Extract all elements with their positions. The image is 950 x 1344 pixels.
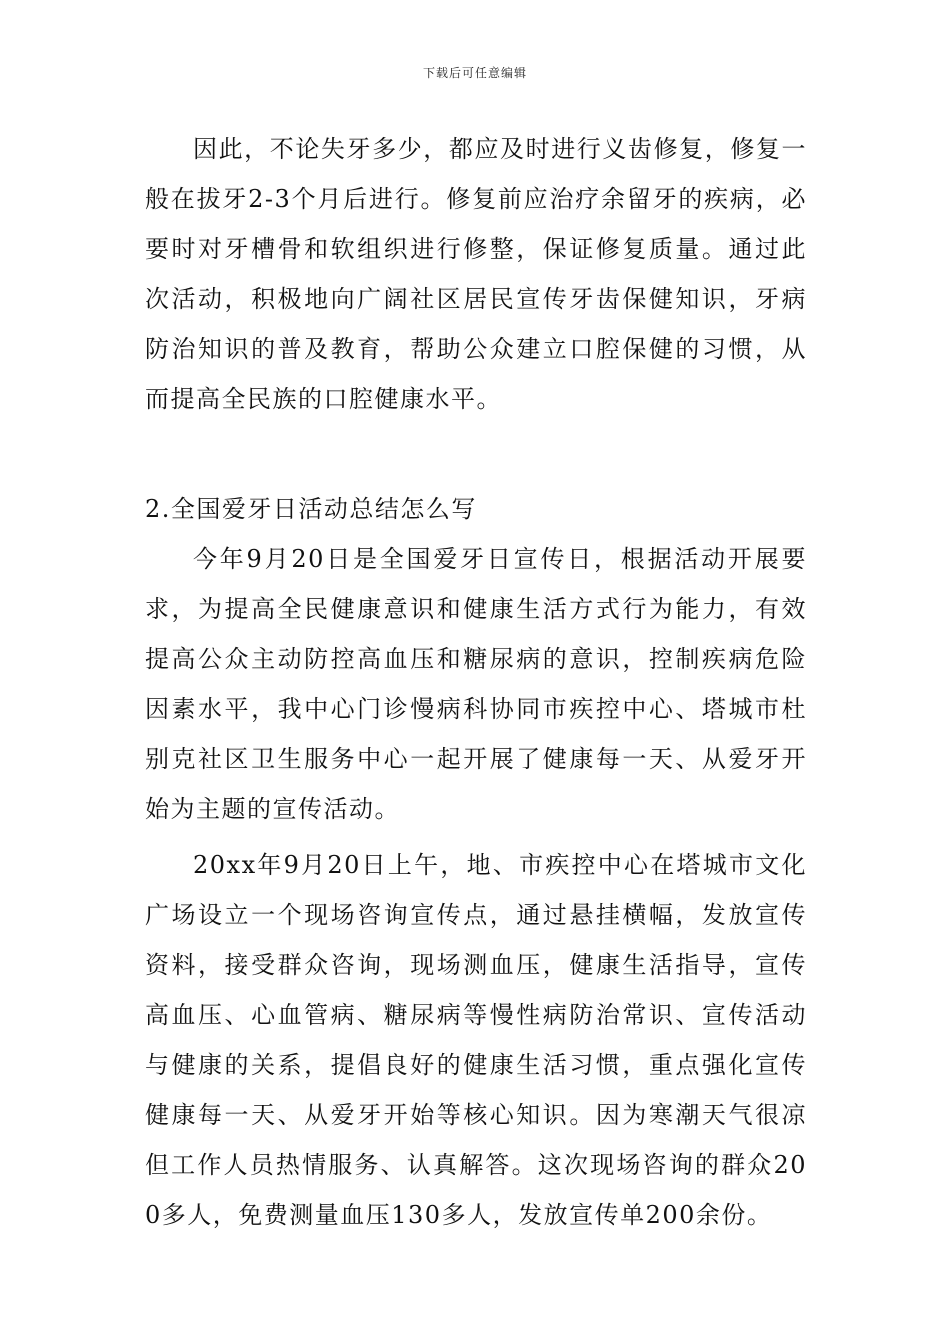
paragraph-event-intro: 今年9月20日是全国爱牙日宣传日，根据活动开展要求，为提高全民健康意识和健康生活方式行为能力，有效提高公众主动防控高血压和糖尿病的意识，控制疾病危险因素水平，我中心门诊慢病科协同市疾控中心、塔城市杜别克社区卫生服务中心一起开展了健康每一天、从爱牙开始为主题的宣传活动。: [145, 545, 807, 823]
document-body: [145, 124, 807, 1240]
section-heading: 2.全国爱牙日活动总结怎么写: [145, 495, 477, 523]
paragraph-restoration: 因此，不论失牙多少，都应及时进行义齿修复，修复一般在拔牙2-3个月后进行。修复前应治疗余留牙的疾病，必要时对牙槽骨和软组织进行修整，保证修复质量。通过此次活动，积极地向广阔社区居民宣传牙齿保健知识，牙病防治知识的普及教育，帮助公众建立口腔保健的习惯，从而提高全民族的口腔健康水平。: [145, 135, 807, 413]
page-header: 下载后可任意编辑: [422, 66, 527, 80]
paragraph-event-details: 20xx年9月20日上午，地、市疾控中心在塔城市文化广场设立一个现场咨询宣传点，通过悬挂横幅，发放宣传资料，接受群众咨询，现场测血压，健康生活指导，宣传高血压、心血管病、糖尿病等慢性病防治常识、宣传活动与健康的关系，提倡良好的健康生活习惯，重点强化宣传健康每一天、从爱牙开始等核心知识。因为寒潮天气很凉但工作人员热情服务、认真解答。这次现场咨询的群众200多人，免费测量血压130多人，发放宣传单200余份。: [145, 851, 807, 1229]
section-spacer: [145, 424, 807, 484]
